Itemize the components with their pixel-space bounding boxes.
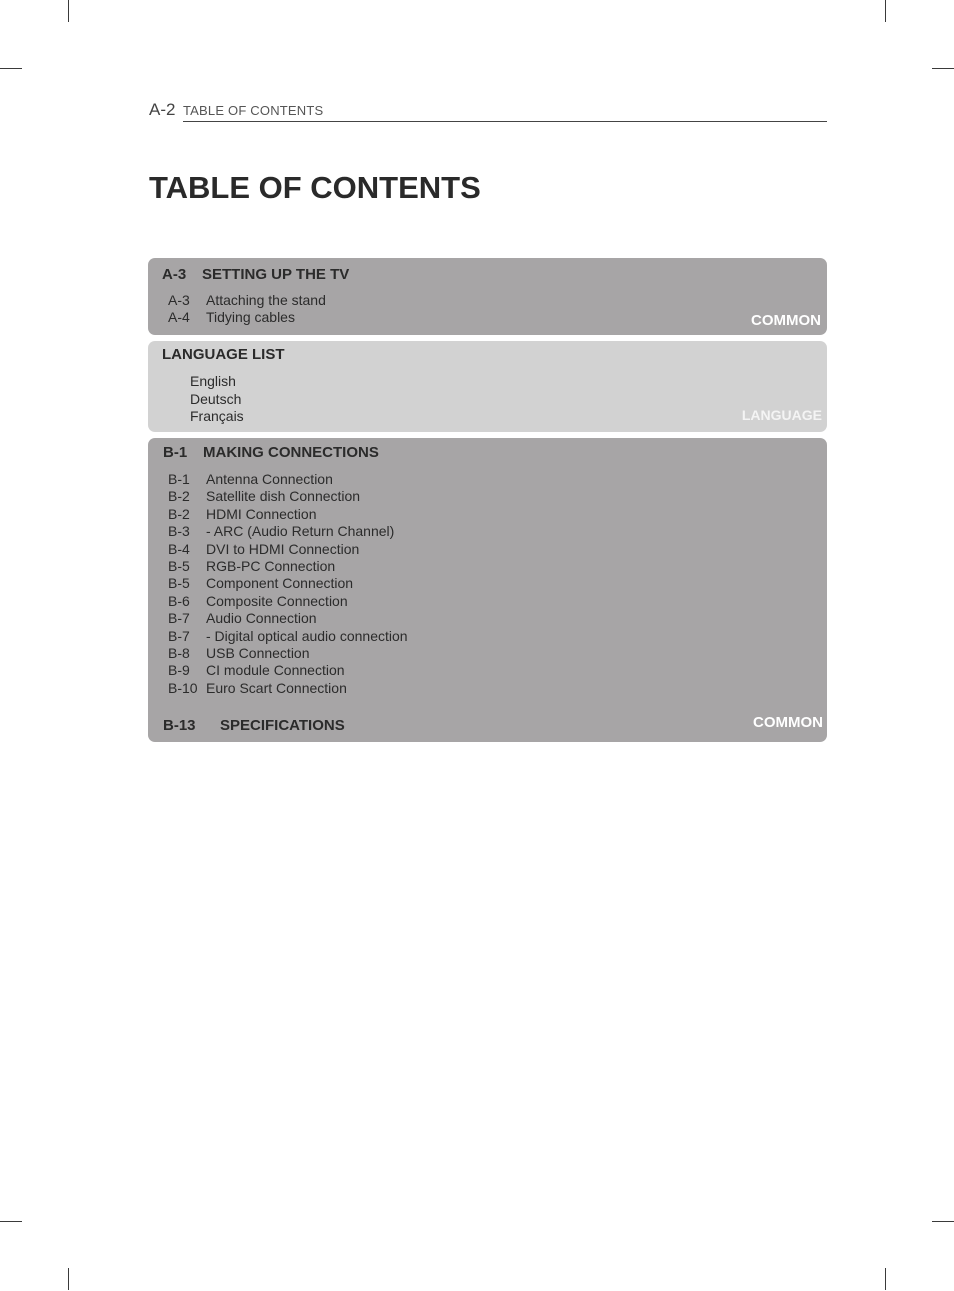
header-rule [183,121,827,122]
toc-item-label: DVI to HDMI Connection [206,540,360,557]
toc-item-label: Attaching the stand [206,292,326,308]
toc-section-page: B-13 [163,717,196,734]
toc-item-label: Antenna Connection [206,471,333,487]
language-item[interactable]: English [190,373,236,389]
header-page-number: A-2 [149,100,176,119]
toc-item-page: B-5 [168,557,190,574]
toc-item-label: Component Connection [206,575,354,592]
common-tag: COMMON [751,312,821,329]
toc-item[interactable] [168,541,408,558]
language-item[interactable]: Français [190,408,244,424]
toc-specifications-heading[interactable] [163,717,345,734]
toc-item-page: B-1 [168,471,190,487]
toc-item[interactable] [168,523,408,540]
toc-item-page: B-7 [168,610,190,627]
toc-item[interactable] [168,506,408,523]
toc-section-title: SETTING UP THE TV [202,266,350,283]
toc-item[interactable] [168,558,408,575]
toc-item-label: Euro Scart Connection [206,679,347,696]
common-tag: COMMON [753,714,823,731]
toc-item-page: B-3 [168,523,190,540]
toc-item[interactable] [168,662,408,679]
toc-section-page: B-1 [163,444,188,461]
toc-block-language [148,341,827,432]
toc-item-label: - Digital optical audio connection [206,627,408,644]
toc-item-label: USB Connection [206,644,310,661]
toc-item-page: B-9 [168,662,190,679]
page-title: TABLE OF CONTENTS [149,170,481,205]
toc-section-heading[interactable]: LANGUAGE LIST [162,346,285,363]
running-header [149,100,827,122]
toc-section-heading[interactable] [163,444,379,461]
toc-item-label: Satellite dish Connection [206,488,361,505]
toc-item-page: B-7 [168,627,190,644]
toc-item-label: Tidying cables [206,309,295,326]
toc-item[interactable] [168,628,408,645]
toc-item-page: B-4 [168,540,190,557]
crop-mark [885,1268,886,1290]
toc-item[interactable] [168,645,408,662]
crop-mark [0,1221,22,1222]
language-list [190,373,244,426]
crop-mark [885,0,886,22]
toc-section-title: MAKING CONNECTIONS [203,444,379,461]
toc-item-page: A-3 [168,292,190,308]
crop-mark [932,1221,954,1222]
toc-item-page: A-4 [168,309,190,326]
toc-item-label: Composite Connection [206,592,348,609]
toc-block-setup [148,258,827,335]
crop-mark [932,68,954,69]
toc-section-heading[interactable] [162,266,349,283]
toc-item[interactable] [168,488,408,505]
toc-block-connections [148,438,827,742]
toc-item-page: B-2 [168,488,190,505]
toc-item-page: B-2 [168,505,190,522]
toc-item-page: B-10 [168,679,198,696]
toc-item-label: CI module Connection [206,662,345,679]
toc-section-title: SPECIFICATIONS [220,717,345,734]
toc-item-label: HDMI Connection [206,505,317,522]
toc-item[interactable] [168,471,408,488]
toc-item-page: B-5 [168,575,190,592]
toc-item[interactable] [168,610,408,627]
toc-section-page: A-3 [162,266,187,283]
toc-item-page: B-8 [168,644,190,661]
toc-item[interactable] [168,680,408,697]
language-item[interactable]: Deutsch [190,390,242,407]
toc-item-label: Audio Connection [206,610,317,627]
toc-item-label: RGB-PC Connection [206,557,336,574]
crop-mark [0,68,22,69]
header-section-title: TABLE OF CONTENTS [183,103,324,118]
toc-item[interactable] [168,575,408,592]
toc-item-list [168,292,326,327]
toc-item[interactable] [168,593,408,610]
toc-item-page: B-6 [168,592,190,609]
language-tag: LANGUAGE [741,407,822,423]
crop-mark [68,1268,69,1290]
toc-item-label: - ARC (Audio Return Channel) [206,523,395,540]
crop-mark [68,0,69,22]
toc-item[interactable] [168,309,326,326]
toc-item[interactable] [168,292,326,309]
toc-item-list [168,471,408,697]
